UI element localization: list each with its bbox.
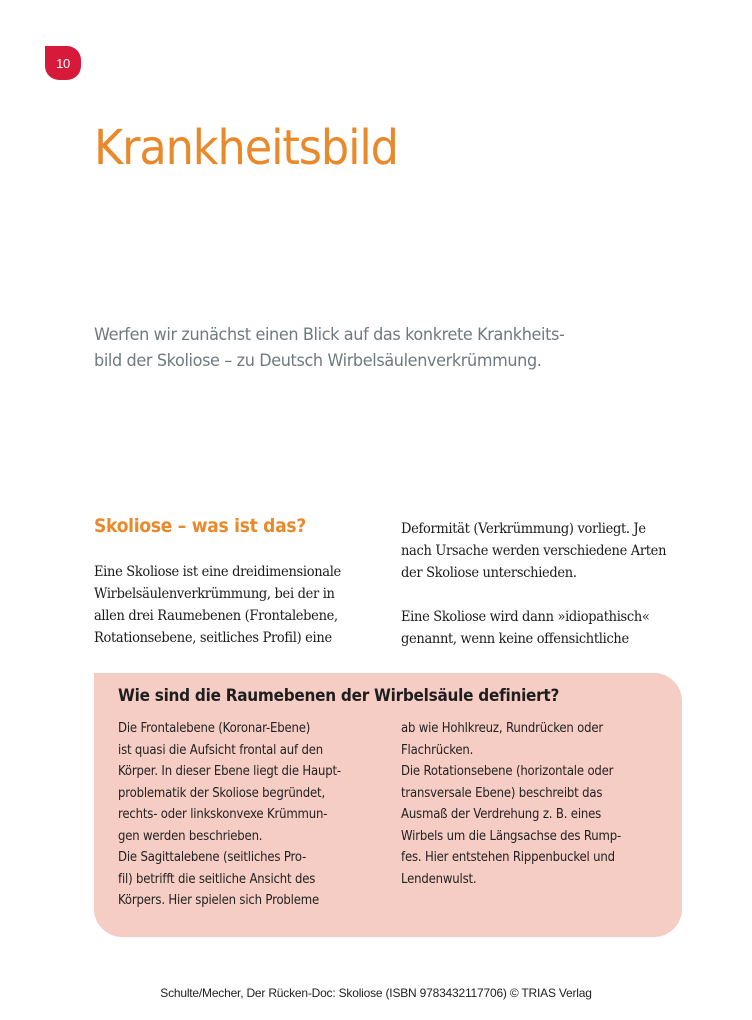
section-heading: Skoliose – was ist das? [94,515,306,537]
body-column-right [401,518,666,650]
info-line: Die Frontalebene (Koronar-Ebene) [118,721,311,736]
info-line: Die Rotationsebene (horizontale oder [401,764,614,779]
info-line: Flachrücken. [401,742,474,758]
body-line: Rotationsebene, seitliches Profil) eine [94,630,332,646]
info-line: Wirbels um die Längsachse des Rump- [401,828,622,844]
body-line: allen drei Raumebenen (Frontalebene, [94,608,338,624]
info-line: gen werden beschrieben. [118,828,263,844]
info-box-title: Wie sind die Raumebenen der Wirbelsäule definiert? [118,686,560,706]
info-box-column-left [118,718,341,912]
info-line: Ausmaß der Verdrehung z. B. eines [401,807,602,822]
info-line: Körpers. Hier spielen sich Probleme [118,893,320,908]
info-line: fil) betrifft die seitliche Ansicht des [118,871,316,887]
info-line: fes. Hier entstehen Rippenbuckel und [401,850,615,865]
body-line: Eine Skoliose ist eine dreidimensionale [94,564,341,580]
paragraph-gap [401,584,666,606]
info-box [94,673,682,937]
intro-paragraph [94,322,623,374]
info-line: problematik der Skoliose begründet, [118,785,326,801]
body-line: Wirbelsäulenverkrümmung, bei der in [94,586,335,602]
body-line: Deformität (Verkrümmung) vorliegt. Je [401,521,646,537]
page-number: 10 [56,55,70,71]
info-line: Die Sagittalebene (seitliches Pro- [118,850,307,865]
intro-line: Werfen wir zunächst einen Blick auf das konkrete Krankheits- [94,325,565,345]
body-line: Eine Skoliose wird dann »idiopathisch« [401,609,650,625]
info-line: rechts- oder linkskonvexe Krümmun- [118,807,328,822]
info-box-column-right [401,718,621,890]
info-line: ab wie Hohlkreuz, Rundrücken oder [401,721,604,736]
info-line: Lendenwulst. [401,871,477,887]
body-line: genannt, wenn keine offensichtliche [401,631,629,647]
intro-line: bild der Skoliose – zu Deutsch Wirbelsäulenverkrümmung. [94,351,542,371]
footer-citation: Schulte/Mecher, Der Rücken-Doc: Skoliose (ISBN 9783432117706) © TRIAS Verlag [160,986,592,1000]
info-line: transversale Ebene) beschreibt das [401,785,603,801]
info-line: ist quasi die Aufsicht frontal auf den [118,742,323,758]
body-column-left [94,561,341,649]
page-number-badge [45,46,81,80]
body-line: nach Ursache werden verschiedene Arten [401,543,667,559]
info-line: Körper. In dieser Ebene liegt die Haupt- [118,764,341,779]
body-line: der Skoliose unterschieden. [401,565,577,581]
chapter-title: Krankheitsbild [94,120,398,176]
